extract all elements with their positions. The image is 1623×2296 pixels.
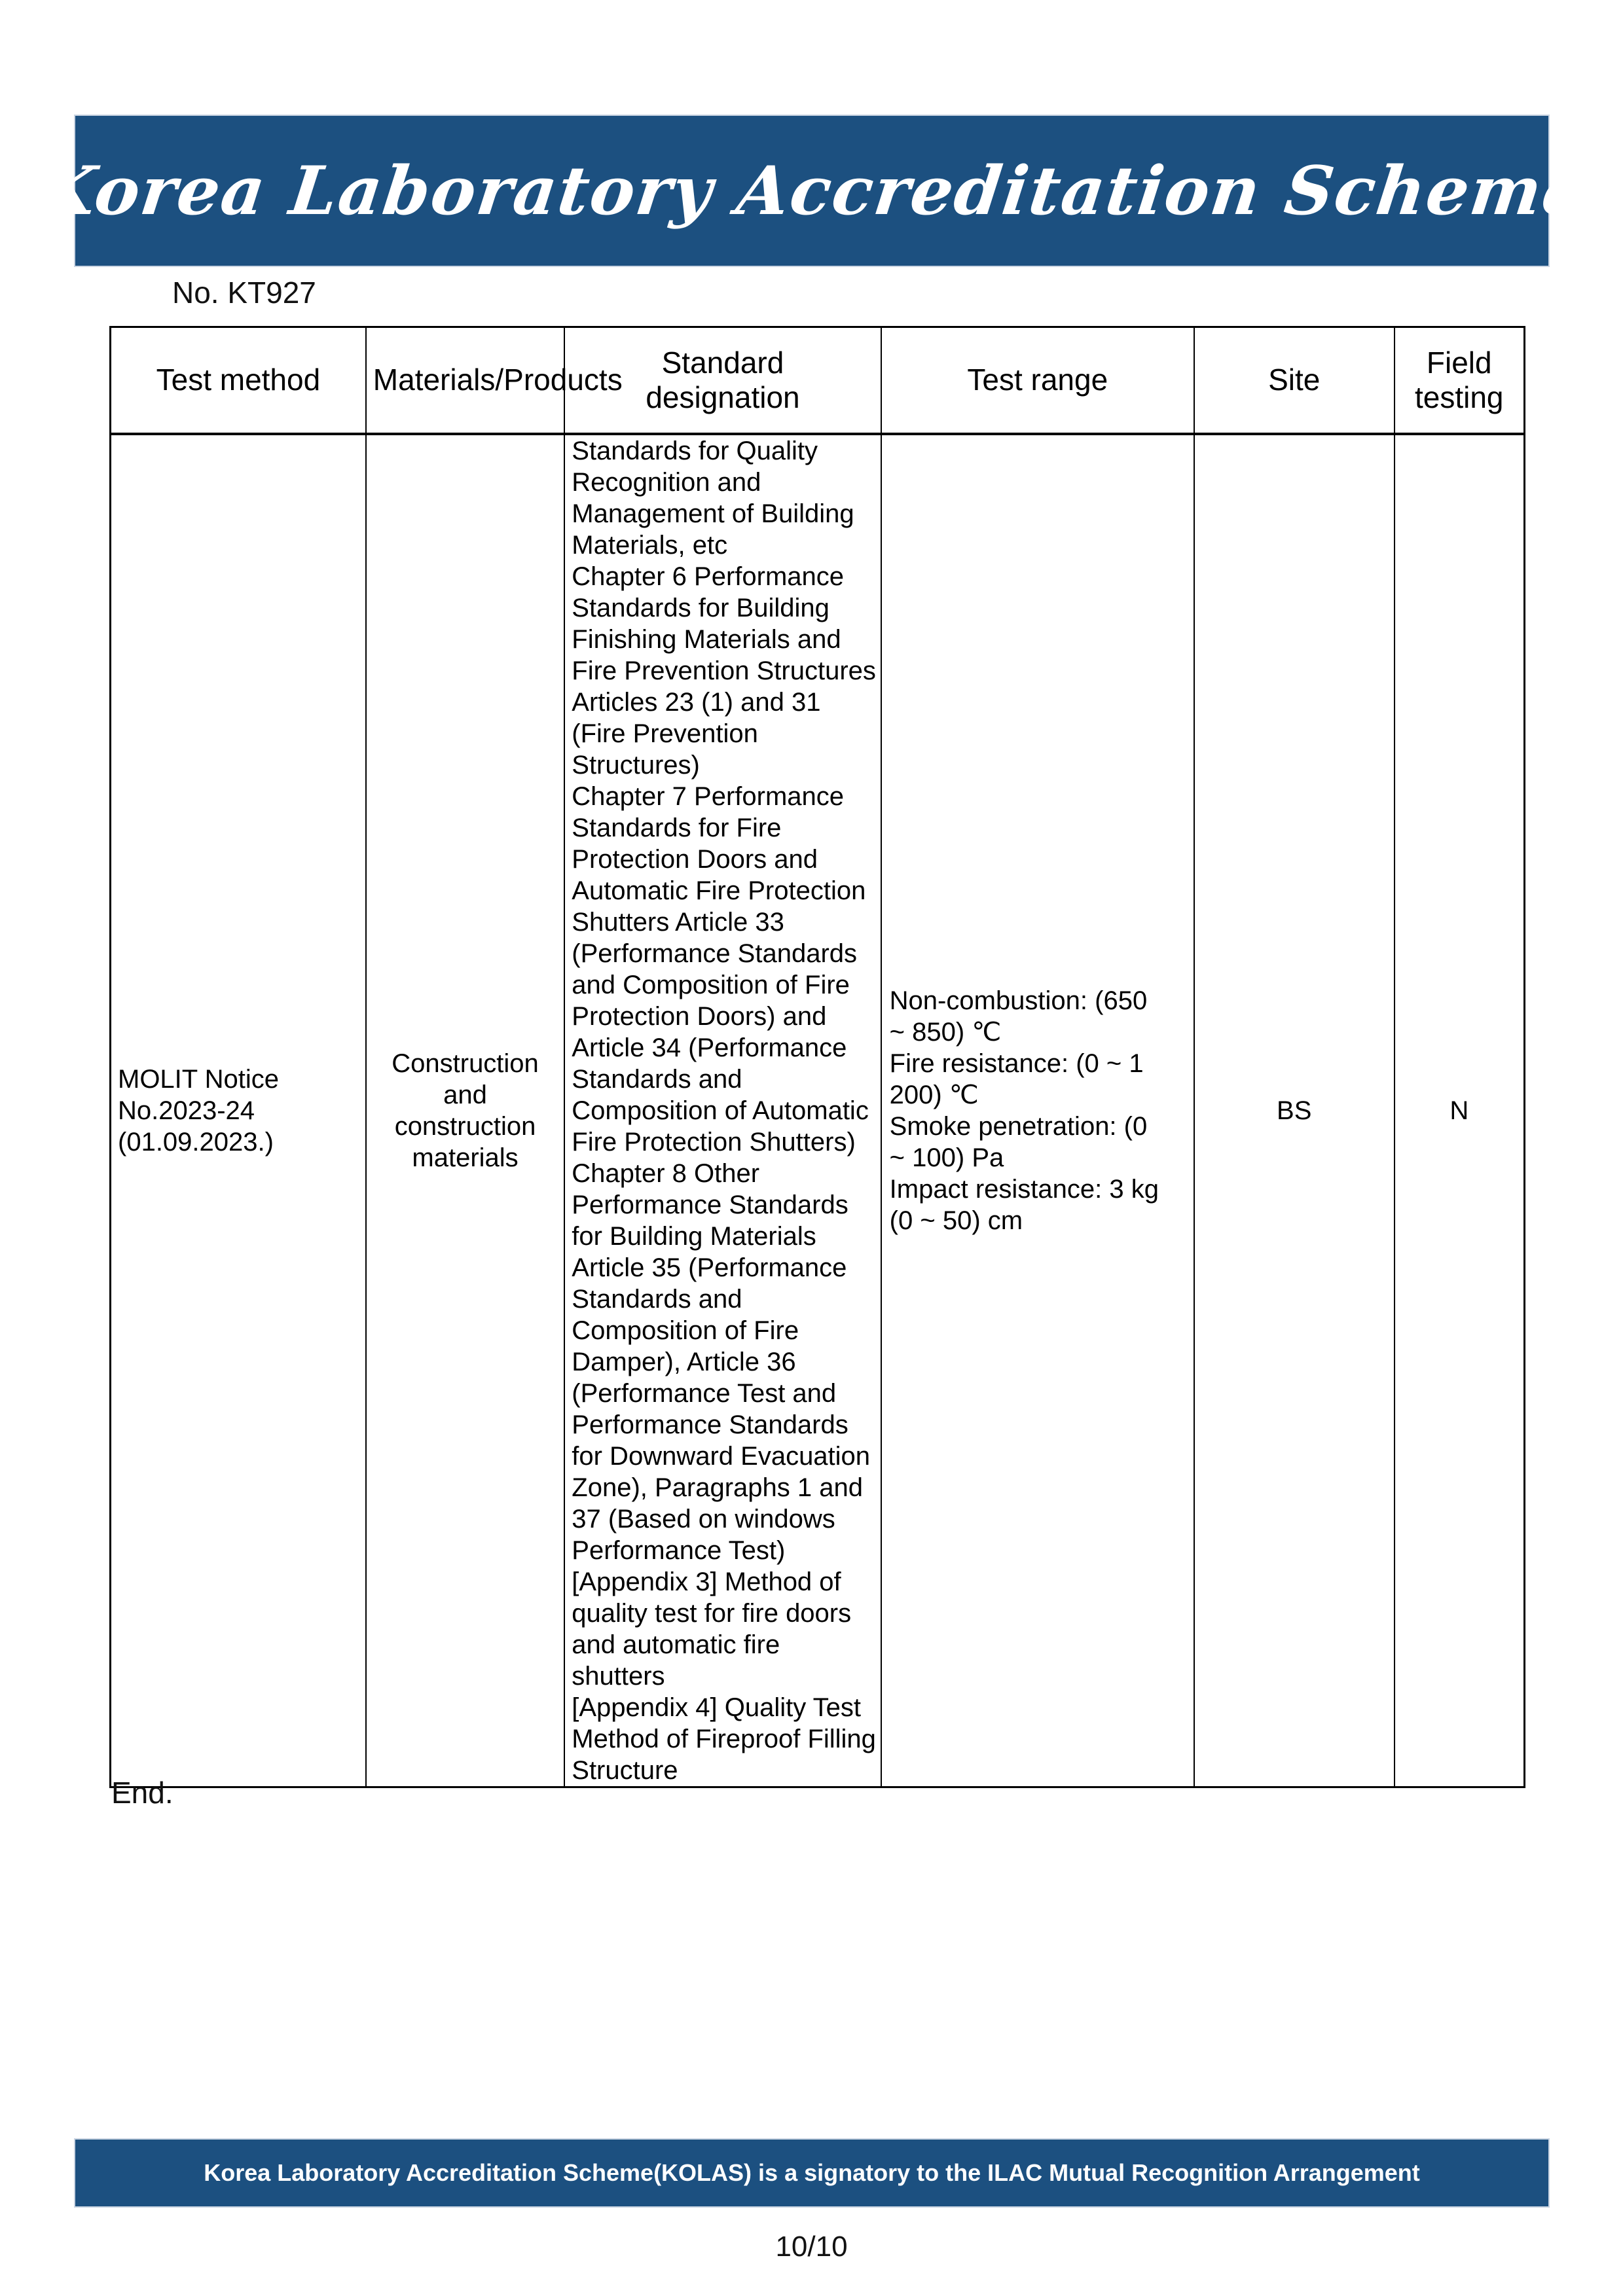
col-header-standard-designation: Standard designation bbox=[564, 327, 881, 434]
col-header-materials-products: Materials/Products bbox=[366, 327, 564, 434]
col-header-test-method: Test method bbox=[111, 327, 366, 434]
certificate-number: No. KT927 bbox=[172, 276, 316, 310]
col-header-test-range: Test range bbox=[881, 327, 1194, 434]
accreditation-scope-table bbox=[109, 326, 1525, 1788]
header-banner bbox=[32, 115, 1592, 267]
end-label: End. bbox=[111, 1776, 173, 1810]
table-row bbox=[111, 434, 1525, 1787]
footer-banner bbox=[74, 2138, 1550, 2208]
cell-test-method: MOLIT Notice No.2023-24 (01.09.2023.) bbox=[111, 434, 366, 1787]
cell-materials-products: Construction and construction materials bbox=[366, 434, 564, 1787]
table-header-row bbox=[111, 327, 1525, 434]
cell-standard-designation: Standards for Quality Recognition and Management of Building Materials, etc Chapter 6 Performance Standards for Building Finishing Materials and Fire Prevention Structures Articles 23 (1) and 31 (Fire Prevention Structures) Chapter 7 Performance Standards for Fire Protection Doors and Automatic Fire Protection Shutters Article 33 (Performance Standards and Composition of Fire Protection Doors) and Article 34 (Performance Standards and Composition of Automatic Fire Protection Shutters) Chapter 8 Other Performance Standards for Building Materials Article 35 (Performance Standards and Composition of Fire Damper), Article 36 (Performance Test and Performance Standards for Downward Evacuation Zone), Paragraphs 1 and 37 (Based on windows Performance Test) [Appendix 3] Method of quality test for fire doors and automatic fire shutters [Appendix 4] Quality Test Method of Fireproof Filling Structure bbox=[564, 434, 881, 1787]
col-header-field-testing: Field testing bbox=[1395, 327, 1525, 434]
header-banner-title: Korea Laboratory Accreditation Scheme bbox=[32, 151, 1592, 230]
page-number: 10/10 bbox=[775, 2231, 848, 2263]
cell-test-range: Non-combustion: (650 ~ 850) ℃ Fire resistance: (0 ~ 1 200) ℃ Smoke penetration: (0 ~ 100) Pa Impact resistance: 3 kg (0 ~ 50) cm bbox=[881, 434, 1194, 1787]
col-header-site: Site bbox=[1194, 327, 1395, 434]
cell-field-testing: N bbox=[1395, 434, 1525, 1787]
footer-banner-text: Korea Laboratory Accreditation Scheme(KOLAS) is a signatory to the ILAC Mutual Recognition Arrangement bbox=[204, 2159, 1420, 2186]
cell-site: BS bbox=[1194, 434, 1395, 1787]
